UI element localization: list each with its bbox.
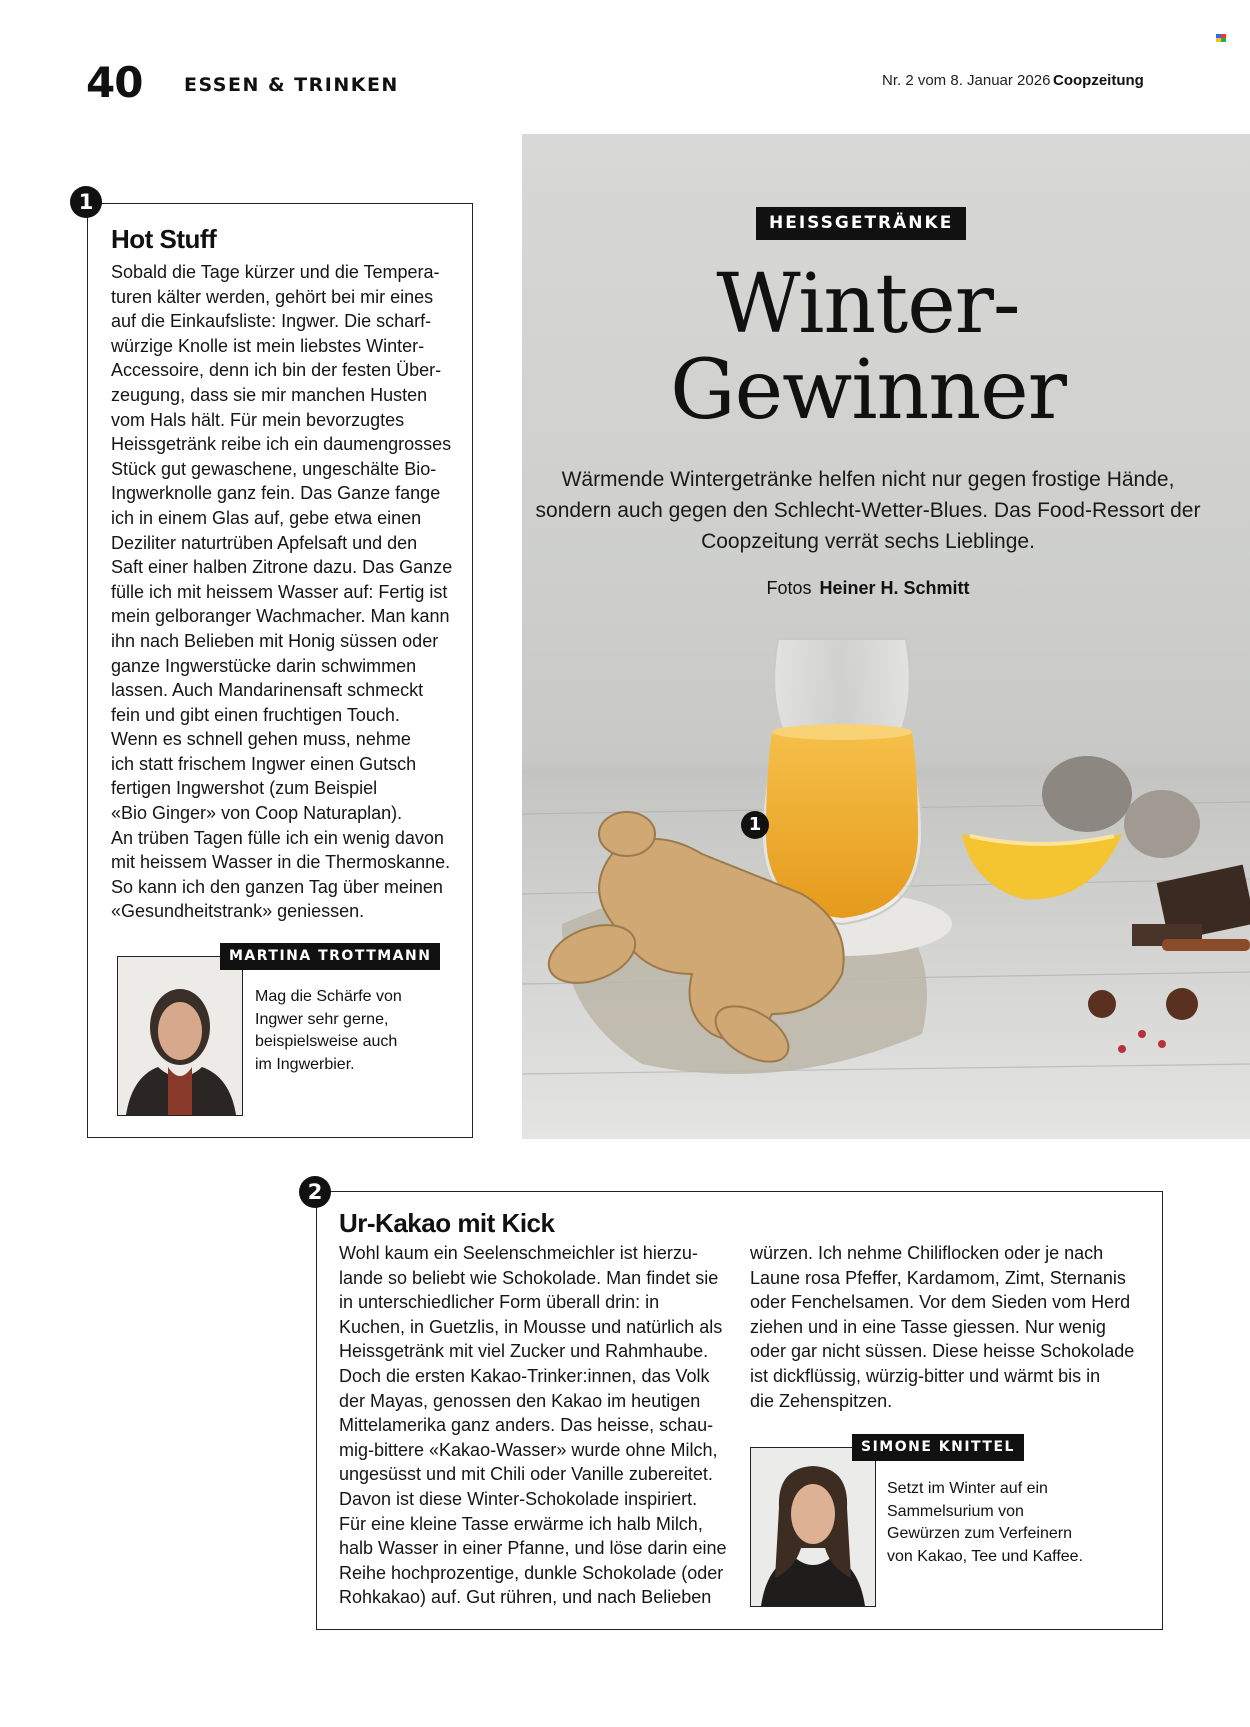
author-2-portrait <box>751 1448 875 1606</box>
photographer-name: Heiner H. Schmitt <box>819 578 970 598</box>
color-registration-mark-icon <box>1216 34 1226 42</box>
headline: Winter- Gewinner <box>670 257 1066 438</box>
author-1-name: MARTINA TROTTMANN <box>220 943 440 970</box>
author-2-bio: Setzt im Winter auf ein Sammelsurium von Gewürzen zum Verfeinern von Kakao, Tee und Kaffee. <box>887 1480 1084 1565</box>
author-2-name: SIMONE KNITTEL <box>852 1434 1024 1461</box>
page-number: 40 <box>86 58 143 107</box>
issue-date: Nr. 2 vom 8. Januar 2026 <box>882 72 1051 89</box>
author-1-photo <box>117 956 243 1116</box>
article-1-title: Hot Stuff <box>111 224 217 254</box>
author-1-portrait <box>118 957 242 1115</box>
article-2-body-column-2: würzen. Ich nehme Chiliflocken oder je nach Laune rosa Pfeffer, Kardamom, Zimt, Sternanis oder Fenchelsamen. Vor dem Sieden vom Herd ziehen und in eine Tasse giessen. Nur wenig oder gar nicht süssen. Diese heisse Schokolade ist dickflüssig, würzig-bitter und wärmt bis in die Zehenspitzen. <box>750 1243 1135 1411</box>
article-1-body: Sobald die Tage kürzer und die Tempera- turen kälter werden, gehört bei mir eines auf die Einkaufsliste: Ingwer. Die scharf- würzige Knolle ist mein liebstes Winter- Accessoire, denn ich bin der festen Über- zeugung, dass sie mir manchen Husten vom Hals hält. Für mein bevorzugtes Heissgetränk reibe ich ein daumengrosses Stück gut gewaschene, ungeschälte Bio- Ingwerknolle ganz fein. Das Ganze fange ich in einem Glas auf, gebe etwa einen Deziliter naturtrüben Apfelsaft und den Saft einer halben Zitrone dazu. Das Ganze fülle ich mit heissem Wasser auf: Fertig ist mein gelboranger Wachmacher. Man kann ihn nach Belieben mit Honig süssen oder ganze Ingwerstücke darin schwimmen lassen. Auch Mandarinensaft schmeckt fein und gibt einen fruchtigen Touch. Wenn es schnell gehen muss, nehme ich statt frischem Ingwer einen Gutsch fertigen Ingwershot (zum Beispiel «Bio Ginger» von Coop Naturaplan). An trüben Tagen fülle ich ein wenig davon mit heissem Wasser in die Thermoskanne. So kann ich den ganzen Tag über meinen «Gesundheitstrank» geniessen. <box>111 262 453 922</box>
article-1-number: 1 <box>70 186 102 218</box>
author-1-bio: Mag die Schärfe von Ingwer sehr gerne, beispielsweise auch im Ingwerbier. <box>255 988 402 1073</box>
author-2-photo <box>750 1447 876 1607</box>
brand-name: Coopzeitung <box>1053 72 1144 89</box>
photo-credit <box>522 578 1214 599</box>
article-2-number: 2 <box>299 1176 331 1208</box>
intro-text: Wärmende Wintergetränke helfen nicht nur gegen frostige Hände, sondern auch gegen den Schlecht-Wetter-Blues. Das Food-Ressort der Coopzeitung verrät sechs Lieblinge. <box>535 468 1201 553</box>
photo-credit-label: Fotos <box>766 578 812 598</box>
section-title: ESSEN & TRINKEN <box>184 74 399 96</box>
article-2-body-column-1: Wohl kaum ein Seelenschmeichler ist hierzu- lande so beliebt wie Schokolade. Man findet sie in unterschiedlicher Form überall drin: in Kuchen, in Guetzlis, in Mousse und natürlich als Heissgetränk mit viel Zucker und Rahmhaube. Doch die ersten Kakao-Trinker:innen, das Volk der Mayas, genossen den Kakao im heutigen Mittelamerika ganz anders. Das heisse, schau- mig-bittere «Kakao-Wasser» wurde ohne Milch, ungesüsst und mit Chili oder Vanille zubereitet. Davon ist diese Winter-Schokolade inspiriert. Für eine kleine Tasse erwärme ich halb Milch, halb Wasser in einer Pfanne, und löse darin eine Reihe hochprozentige, dunkle Schokolade (oder Rohkakao) auf. Gut rühren, und nach Belieben <box>339 1243 727 1608</box>
image-marker-1: 1 <box>741 811 769 839</box>
kicker-label: HEISSGETRÄNKE <box>756 207 966 240</box>
article-2-title: Ur-Kakao mit Kick <box>339 1208 555 1238</box>
